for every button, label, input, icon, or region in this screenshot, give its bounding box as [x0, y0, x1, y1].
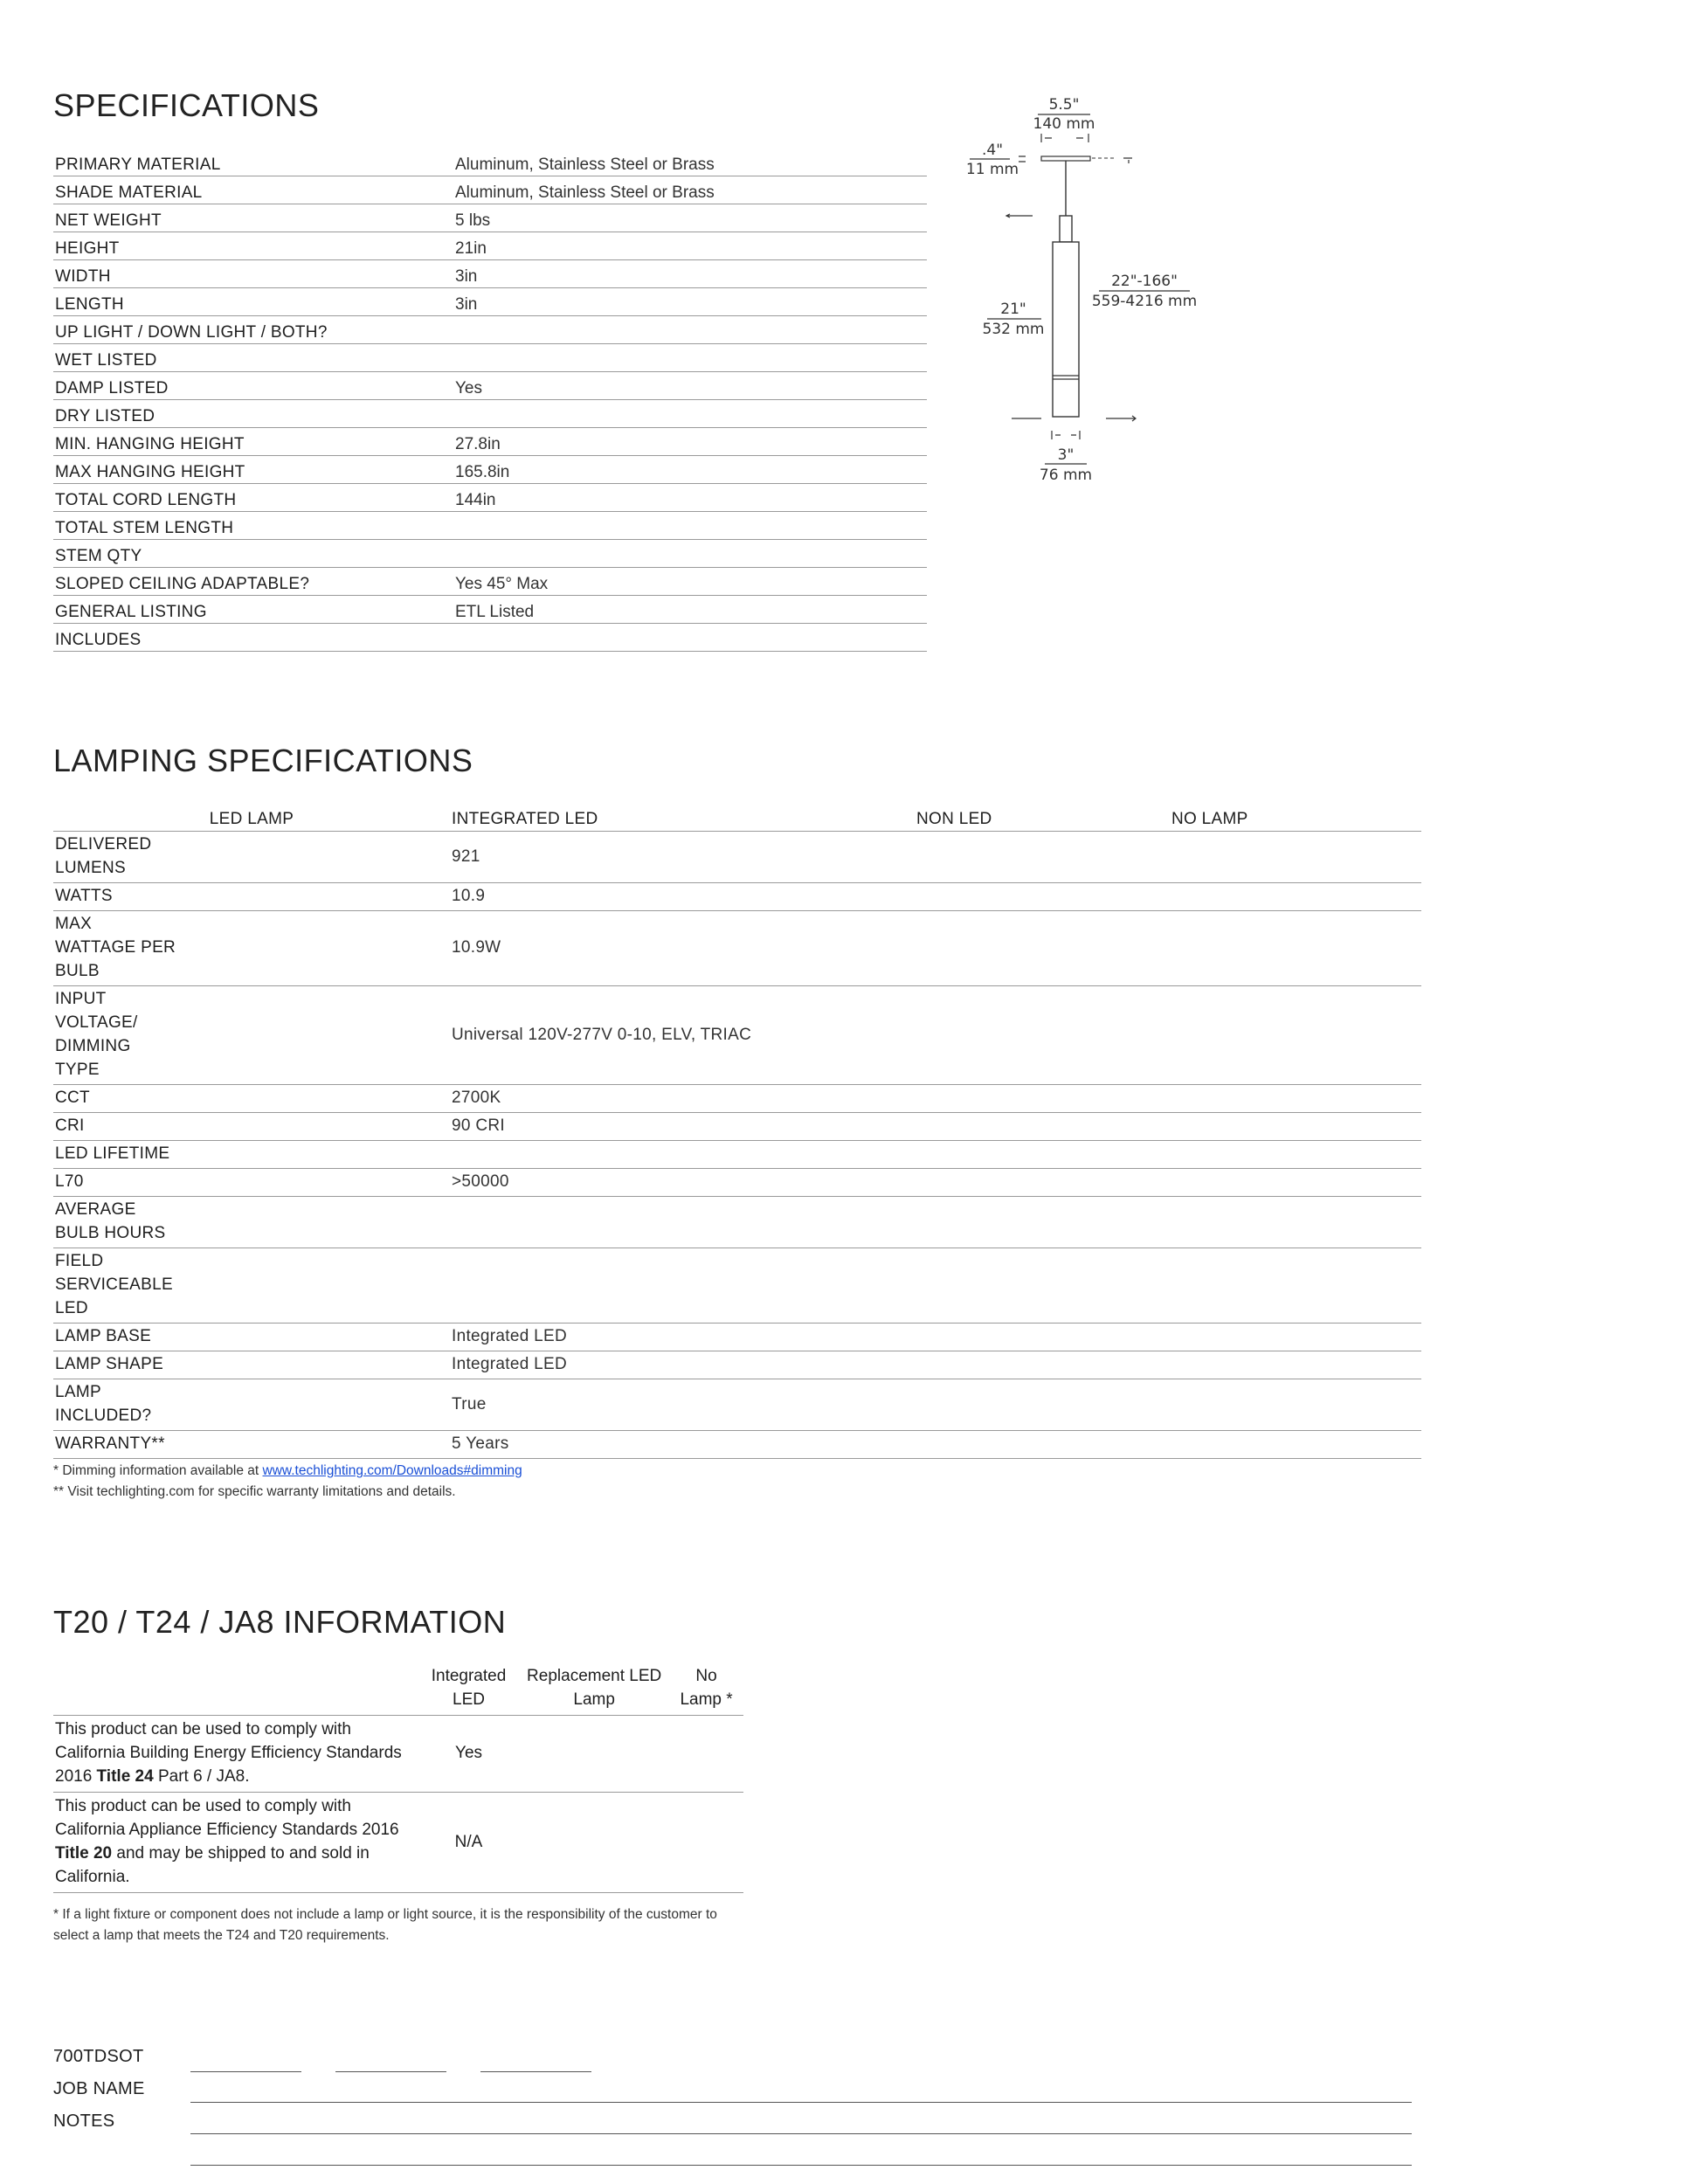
spec-value: [453, 624, 927, 652]
lamping-value: 2700K: [450, 1085, 915, 1113]
lamping-row: [53, 1169, 1421, 1197]
spec-label: SLOPED CEILING ADAPTABLE?: [53, 568, 453, 596]
lamping-row: [53, 1248, 1421, 1324]
lamping-row: [53, 883, 1421, 911]
spec-label: NET WEIGHT: [53, 204, 453, 232]
lamping-value: Integrated LED: [450, 1351, 915, 1379]
lamping-row: [53, 1197, 1421, 1248]
lamping-label: LAMP SHAPE: [53, 1351, 450, 1379]
lamping-row: [53, 832, 1421, 883]
lamping-value: [450, 1248, 915, 1324]
lamping-label: LAMP INCLUDED?: [53, 1379, 450, 1431]
spec-value: Yes 45° Max: [453, 568, 927, 596]
header-integrated-led: INTEGRATED LED: [450, 803, 915, 832]
body-height-mm-label: 532 mm: [982, 321, 1045, 338]
canopy-width-label: 5.5": [1048, 96, 1080, 114]
t24-header-integrated-led: Integrated LED: [418, 1664, 519, 1716]
lamping-value: 5 Years: [450, 1431, 915, 1459]
spec-value: [453, 316, 927, 344]
spec-row: [53, 344, 927, 372]
sku-field-2[interactable]: [335, 2071, 446, 2072]
spec-value: [453, 512, 927, 540]
spec-label: STEM QTY: [53, 540, 453, 568]
t24-header-no-lamp: No Lamp *: [669, 1664, 743, 1716]
lamping-row: [53, 1324, 1421, 1351]
lamping-header-row: [53, 803, 1421, 832]
canopy-height-label: .4": [981, 142, 1004, 159]
lamping-value: 10.9: [450, 883, 915, 911]
notes-field-line-2[interactable]: [190, 2165, 1412, 2166]
lamping-label: L70: [53, 1169, 450, 1197]
lamping-row: [53, 986, 1421, 1085]
spec-value: 27.8in: [453, 428, 927, 456]
spec-label: MIN. HANGING HEIGHT: [53, 428, 453, 456]
spec-label: TOTAL CORD LENGTH: [53, 484, 453, 512]
fixture-dimension-diagram: [961, 83, 1223, 494]
spec-value: 165.8in: [453, 456, 927, 484]
overall-height-label: 22"-166": [1111, 273, 1178, 290]
job-name-field[interactable]: [190, 2102, 1412, 2103]
canopy-height-mm-label: 11 mm: [965, 161, 1019, 178]
spec-label: TOTAL STEM LENGTH: [53, 512, 453, 540]
lamping-label: FIELD SERVICEABLE LED: [53, 1248, 450, 1324]
lamping-value: [450, 1197, 915, 1248]
spec-row: [53, 316, 927, 344]
lamping-row: [53, 1141, 1421, 1169]
t24-header-blank: [53, 1664, 418, 1716]
lamping-label: MAX WATTAGE PER BULB: [53, 911, 450, 986]
lamping-value: 90 CRI: [450, 1113, 915, 1141]
header-no-lamp: NO LAMP: [1170, 803, 1421, 832]
spec-label: MAX HANGING HEIGHT: [53, 456, 453, 484]
spec-row: [53, 484, 927, 512]
spec-value: 21in: [453, 232, 927, 260]
spec-row: [53, 568, 927, 596]
spec-label: WET LISTED: [53, 344, 453, 372]
lamping-value: 10.9W: [450, 911, 915, 986]
spec-label: DRY LISTED: [53, 400, 453, 428]
lamping-label: CCT: [53, 1085, 450, 1113]
spec-label: LENGTH: [53, 288, 453, 316]
lamping-label: INPUT VOLTAGE/ DIMMING TYPE: [53, 986, 450, 1085]
canopy-width-mm-label: 140 mm: [1033, 115, 1095, 133]
t24-header-row: [53, 1664, 743, 1716]
spec-value: Yes: [453, 372, 927, 400]
spec-row: [53, 456, 927, 484]
spec-label: WIDTH: [53, 260, 453, 288]
spec-row: [53, 288, 927, 316]
spec-value: [453, 400, 927, 428]
spec-row: [53, 232, 927, 260]
notes-label: NOTES: [53, 2111, 115, 2131]
specifications-title: SPECIFICATIONS: [53, 87, 320, 123]
spec-row: [53, 372, 927, 400]
lamping-label: AVERAGE BULB HOURS: [53, 1197, 450, 1248]
t24-footnote: * If a light fixture or component does not include a lamp or light source, it is the responsibility of the customer to select a lamp that meets the T24 and T20 requirements.: [53, 1907, 717, 1943]
spec-label: PRIMARY MATERIAL: [53, 149, 453, 176]
lamping-label: LED LIFETIME: [53, 1141, 450, 1169]
spec-label: SHADE MATERIAL: [53, 176, 453, 204]
spec-row: [53, 512, 927, 540]
lamping-specifications-title: LAMPING SPECIFICATIONS: [53, 743, 473, 778]
t24-header-replacement-led: Replacement LED Lamp: [519, 1664, 669, 1716]
sku-field-3[interactable]: [480, 2071, 591, 2072]
lamping-value: 921: [450, 832, 915, 883]
spec-value: [453, 344, 927, 372]
spec-value: 3in: [453, 288, 927, 316]
lamping-value: Integrated LED: [450, 1324, 915, 1351]
spec-value: 5 lbs: [453, 204, 927, 232]
header-non-led: NON LED: [915, 803, 1170, 832]
sku-label: 700TDSOT: [53, 2047, 144, 2066]
t20-t24-title: T20 / T24 / JA8 INFORMATION: [53, 1604, 507, 1640]
body-width-mm-label: 76 mm: [1039, 467, 1093, 484]
lamping-label: WARRANTY**: [53, 1431, 450, 1459]
canopy-shape: [1041, 156, 1090, 161]
spec-row: [53, 204, 927, 232]
header-led-lamp: LED LAMP: [53, 803, 450, 832]
spec-label: UP LIGHT / DOWN LIGHT / BOTH?: [53, 316, 453, 344]
fixture-body-shape: [1053, 242, 1079, 417]
t20-description: This product can be used to comply with California Appliance Efficiency Standards 2016 Title 20 and may be shipped to and sold in California.: [53, 1793, 418, 1893]
spec-label: INCLUDES: [53, 624, 453, 652]
lamping-row: [53, 911, 1421, 986]
lamping-value: >50000: [450, 1169, 915, 1197]
lamping-value: True: [450, 1379, 915, 1431]
lamping-label: WATTS: [53, 883, 450, 911]
t24-row: [53, 1716, 743, 1793]
spec-row: [53, 624, 927, 652]
lamping-row: [53, 1085, 1421, 1113]
lamping-table: [53, 803, 1421, 1459]
t20-integrated-value: N/A: [418, 1793, 519, 1893]
spec-value: Aluminum, Stainless Steel or Brass: [453, 149, 927, 176]
spec-row: [53, 596, 927, 624]
dimming-footnote: [53, 1463, 522, 1479]
spec-value: 3in: [453, 260, 927, 288]
spec-label: DAMP LISTED: [53, 372, 453, 400]
job-name-label: JOB NAME: [53, 2079, 145, 2098]
specifications-table: [53, 149, 927, 652]
spec-row: [53, 260, 927, 288]
lamping-value: [450, 1141, 915, 1169]
lamping-label: DELIVERED LUMENS: [53, 832, 450, 883]
spec-value: Aluminum, Stainless Steel or Brass: [453, 176, 927, 204]
body-height-label: 21": [1000, 301, 1026, 318]
lamping-label: CRI: [53, 1113, 450, 1141]
lamping-row: [53, 1351, 1421, 1379]
lamping-value: Universal 120V-277V 0-10, ELV, TRIAC: [450, 986, 915, 1085]
lamping-row: [53, 1431, 1421, 1459]
lamping-label: LAMP BASE: [53, 1324, 450, 1351]
spec-row: [53, 176, 927, 204]
spec-row: [53, 149, 927, 176]
spec-label: HEIGHT: [53, 232, 453, 260]
spec-row: [53, 540, 927, 568]
spec-value: 144in: [453, 484, 927, 512]
dimming-link[interactable]: www.techlighting.com/Downloads#dimming: [262, 1463, 522, 1478]
spec-row: [53, 400, 927, 428]
t24-integrated-value: Yes: [418, 1716, 519, 1793]
t24-description: This product can be used to comply with California Building Energy Efficiency Standards 2016 Title 24 Part 6 / JA8.: [53, 1716, 418, 1793]
warranty-footnote: ** Visit techlighting.com for specific warranty limitations and details.: [53, 1484, 456, 1499]
spec-label: GENERAL LISTING: [53, 596, 453, 624]
overall-height-mm-label: 559-4216 mm: [1091, 293, 1198, 310]
lamping-row: [53, 1379, 1421, 1431]
dimming-footnote-text: * Dimming information available at: [53, 1463, 263, 1478]
spec-value: [453, 540, 927, 568]
lamping-row: [53, 1113, 1421, 1141]
spec-row: [53, 428, 927, 456]
sku-field-1[interactable]: [190, 2071, 301, 2072]
notes-field-line-1[interactable]: [190, 2133, 1412, 2134]
body-width-label: 3": [1057, 446, 1075, 464]
t20-row: [53, 1793, 743, 1893]
t20-t24-table: [53, 1664, 743, 1893]
spec-value: ETL Listed: [453, 596, 927, 624]
